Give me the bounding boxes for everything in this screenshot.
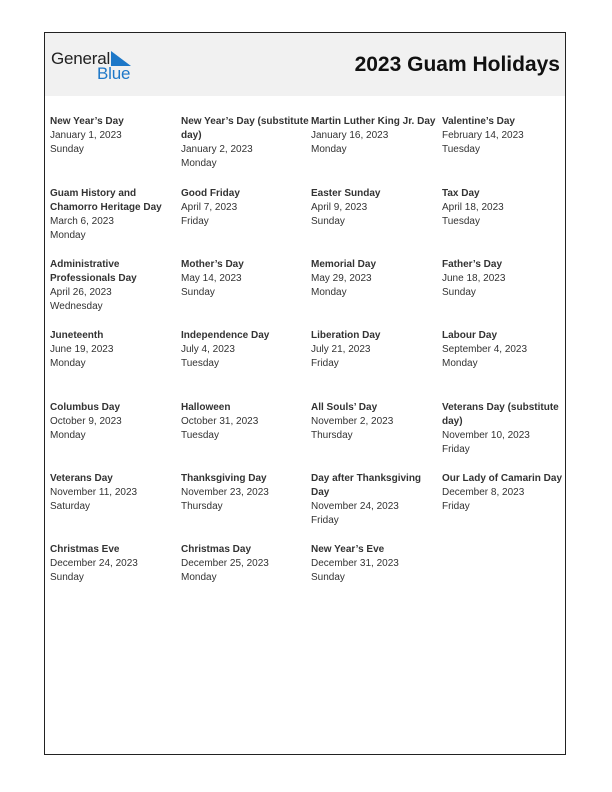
holiday-date: November 10, 2023 bbox=[442, 430, 530, 441]
holiday-day: Thursday bbox=[311, 430, 353, 441]
holiday-name: Mother’s Day bbox=[181, 259, 244, 270]
holiday-item bbox=[311, 401, 439, 443]
holiday-name: Good Friday bbox=[181, 188, 240, 199]
page-title: 2023 Guam Holidays bbox=[354, 53, 560, 76]
holiday-date: January 2, 2023 bbox=[181, 144, 253, 155]
holiday-date: June 19, 2023 bbox=[50, 344, 114, 355]
holiday-date: April 26, 2023 bbox=[50, 287, 112, 298]
holiday-date: November 23, 2023 bbox=[181, 487, 269, 498]
holiday-item bbox=[311, 543, 439, 585]
holiday-name: Christmas Eve bbox=[50, 544, 120, 555]
holiday-item bbox=[311, 187, 439, 229]
holiday-name: Administrative Professionals Day bbox=[50, 259, 137, 284]
holiday-day: Tuesday bbox=[181, 430, 219, 441]
holiday-grid bbox=[50, 115, 570, 595]
holiday-name: Tax Day bbox=[442, 188, 480, 199]
holiday-name: All Souls’ Day bbox=[311, 402, 378, 413]
holiday-item bbox=[442, 187, 570, 229]
holiday-name: Guam History and Chamorro Heritage Day bbox=[50, 188, 162, 213]
holiday-day: Monday bbox=[311, 287, 347, 298]
holiday-item bbox=[50, 258, 178, 314]
holiday-day: Friday bbox=[311, 515, 339, 526]
holiday-item bbox=[311, 472, 439, 528]
holiday-item bbox=[181, 543, 309, 585]
holiday-item bbox=[442, 329, 570, 371]
holiday-name: Day after Thanksgiving Day bbox=[311, 473, 422, 498]
holiday-date: November 24, 2023 bbox=[311, 501, 399, 512]
holiday-date: June 18, 2023 bbox=[442, 273, 506, 284]
holiday-day: Friday bbox=[442, 501, 470, 512]
holiday-date: December 31, 2023 bbox=[311, 558, 399, 569]
holiday-date: December 25, 2023 bbox=[181, 558, 269, 569]
holiday-day: Friday bbox=[181, 216, 209, 227]
holiday-day: Monday bbox=[50, 358, 86, 369]
holiday-day: Monday bbox=[50, 230, 86, 241]
holiday-item bbox=[442, 472, 570, 514]
calendar-page bbox=[44, 32, 566, 755]
holiday-name: Father’s Day bbox=[442, 259, 503, 270]
holiday-day: Wednesday bbox=[50, 301, 103, 312]
holiday-item bbox=[311, 115, 439, 157]
holiday-name: New Year’s Day bbox=[50, 116, 124, 127]
holiday-name: Valentine’s Day bbox=[442, 116, 515, 127]
holiday-name: Memorial Day bbox=[311, 259, 377, 270]
holiday-item bbox=[50, 115, 178, 157]
holiday-date: January 1, 2023 bbox=[50, 130, 122, 141]
holiday-name: Veterans Day bbox=[50, 473, 113, 484]
page-header bbox=[45, 33, 565, 96]
holiday-date: April 9, 2023 bbox=[311, 202, 368, 213]
logo-text-general: General bbox=[51, 49, 111, 68]
holiday-date: April 7, 2023 bbox=[181, 202, 238, 213]
holiday-day: Sunday bbox=[442, 287, 476, 298]
holiday-day: Thursday bbox=[181, 501, 223, 512]
holiday-item bbox=[181, 187, 309, 229]
holiday-name: Independence Day bbox=[181, 330, 270, 341]
holiday-name: Halloween bbox=[181, 402, 231, 413]
holiday-item bbox=[181, 258, 309, 300]
generalblue-logo bbox=[51, 49, 141, 83]
holiday-date: December 8, 2023 bbox=[442, 487, 525, 498]
holiday-day: Saturday bbox=[50, 501, 91, 512]
holiday-date: October 9, 2023 bbox=[50, 416, 122, 427]
holiday-item bbox=[50, 543, 178, 585]
holiday-date: February 14, 2023 bbox=[442, 130, 524, 141]
holiday-name: Easter Sunday bbox=[311, 188, 381, 199]
holiday-item bbox=[50, 472, 178, 514]
holiday-item bbox=[181, 401, 309, 443]
holiday-day: Friday bbox=[442, 444, 470, 455]
holiday-date: January 16, 2023 bbox=[311, 130, 389, 141]
holiday-item bbox=[50, 401, 178, 443]
holiday-name: New Year’s Day (substitute day) bbox=[181, 116, 309, 141]
holiday-date: November 11, 2023 bbox=[50, 487, 138, 498]
holiday-date: March 6, 2023 bbox=[50, 216, 114, 227]
holiday-date: December 24, 2023 bbox=[50, 558, 138, 569]
holiday-item bbox=[181, 329, 309, 371]
holiday-date: April 18, 2023 bbox=[442, 202, 504, 213]
holiday-day: Monday bbox=[442, 358, 478, 369]
holiday-day: Monday bbox=[50, 430, 86, 441]
holiday-day: Tuesday bbox=[442, 144, 480, 155]
holiday-name: Christmas Day bbox=[181, 544, 252, 555]
holiday-day: Sunday bbox=[50, 144, 84, 155]
holiday-name: Veterans Day (substitute day) bbox=[442, 402, 559, 427]
holiday-item bbox=[311, 258, 439, 300]
holiday-day: Tuesday bbox=[181, 358, 219, 369]
holiday-day: Sunday bbox=[181, 287, 215, 298]
holiday-date: May 29, 2023 bbox=[311, 273, 372, 284]
holiday-day: Monday bbox=[311, 144, 347, 155]
holiday-item bbox=[311, 329, 439, 371]
holiday-day: Sunday bbox=[311, 216, 345, 227]
holiday-day: Sunday bbox=[311, 572, 345, 583]
holiday-item bbox=[181, 115, 309, 171]
holiday-date: July 4, 2023 bbox=[181, 344, 235, 355]
holiday-day: Monday bbox=[181, 572, 217, 583]
holiday-day: Sunday bbox=[50, 572, 84, 583]
holiday-day: Tuesday bbox=[442, 216, 480, 227]
logo-text-blue: Blue bbox=[97, 64, 131, 83]
holiday-item bbox=[181, 472, 309, 514]
holiday-day: Monday bbox=[181, 158, 217, 169]
holiday-name: Martin Luther King Jr. Day bbox=[311, 116, 436, 127]
holiday-name: Liberation Day bbox=[311, 330, 381, 341]
holiday-item bbox=[442, 258, 570, 300]
holiday-item bbox=[50, 187, 178, 243]
holiday-item bbox=[50, 329, 178, 371]
holiday-day: Friday bbox=[311, 358, 339, 369]
holiday-name: Labour Day bbox=[442, 330, 498, 341]
holiday-item bbox=[442, 115, 570, 157]
holiday-name: Our Lady of Camarin Day bbox=[442, 473, 563, 484]
holiday-name: Columbus Day bbox=[50, 402, 121, 413]
holiday-date: May 14, 2023 bbox=[181, 273, 242, 284]
holiday-name: Juneteenth bbox=[50, 330, 104, 341]
holiday-date: October 31, 2023 bbox=[181, 416, 259, 427]
holiday-name: New Year’s Eve bbox=[311, 544, 385, 555]
holiday-name: Thanksgiving Day bbox=[181, 473, 267, 484]
holiday-item bbox=[442, 401, 570, 457]
holiday-date: September 4, 2023 bbox=[442, 344, 528, 355]
holiday-date: July 21, 2023 bbox=[311, 344, 371, 355]
holiday-date: November 2, 2023 bbox=[311, 416, 394, 427]
